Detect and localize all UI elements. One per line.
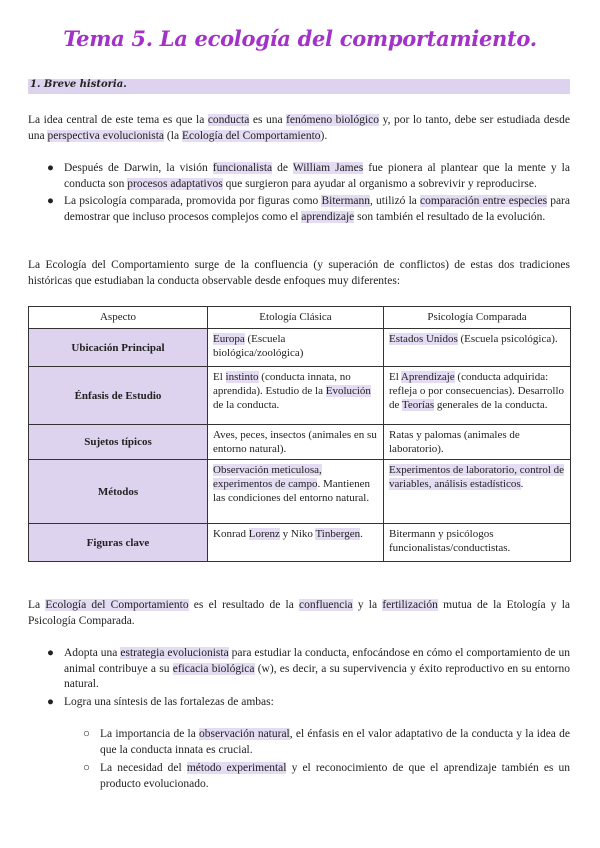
list-item: ● La psicología comparada, promovida por figuras como Bitermann, utilizó la comparación entre especies para demostrar que incluso procesos complejos como el aprendizaje son también el resultado de la evolución. bbox=[47, 195, 570, 223]
row-header: Énfasis de Estudio bbox=[29, 367, 208, 425]
table-cell: Bitermann y psicólogos funcionalistas/conductistas. bbox=[384, 524, 571, 562]
comparison-table bbox=[28, 306, 571, 562]
section-heading: 1. Breve historia. bbox=[30, 79, 127, 90]
table-header-row bbox=[29, 307, 571, 329]
list-item: ● Logra una síntesis de las fortalezas de ambas: bbox=[64, 695, 570, 711]
table-row bbox=[29, 425, 571, 460]
row-header: Sujetos típicos bbox=[29, 425, 208, 460]
circle-bullet-icon: ○ bbox=[83, 728, 90, 740]
table-row bbox=[29, 460, 571, 524]
page-title: Tema 5. La ecología del comportamiento. bbox=[63, 26, 537, 51]
bullet-icon: ● bbox=[47, 195, 54, 207]
table-header: Etología Clásica bbox=[208, 307, 384, 329]
row-header: Ubicación Principal bbox=[29, 329, 208, 367]
table-cell: Aves, peces, insectos (animales en su entorno natural). bbox=[208, 425, 384, 460]
table-cell: El instinto (conducta innata, no aprendida). Estudio de la Evolución de la conducta. bbox=[208, 367, 384, 425]
intro-paragraph: La idea central de este tema es que la conducta es una fenómeno biológico y, por lo tanto, debe ser estudiada desde una perspectiva evolucionista (la Ecología del Comportamiento). bbox=[28, 114, 570, 142]
row-header: Métodos bbox=[29, 460, 208, 524]
table-header: Psicología Comparada bbox=[384, 307, 571, 329]
section-header-bar bbox=[28, 79, 570, 94]
traditions-paragraph: La Ecología del Comportamiento surge de la confluencia (y superación de conflictos) de estas dos tradiciones históricas que estudiaban la conducta observable desde enfoques muy diferentes: bbox=[28, 259, 570, 287]
list-item: ○ La necesidad del método experimental y el reconocimiento de que el aprendizaje también es un producto evolucionado. bbox=[83, 762, 571, 790]
table-cell: Europa (Escuela biológica/zoológica) bbox=[208, 329, 384, 367]
table-cell: El Aprendizaje (conducta adquirida: refleja o por consecuencias). Desarrollo de Teorías generales de la conducta. bbox=[384, 367, 571, 425]
list-item: ● Adopta una estrategia evolucionista para estudiar la conducta, enfocándose en cómo el comportamiento de un animal contribuye a su eficacia biológica (w), es decir, a su supervivencia y éxito reproductivo en su entorno natural. bbox=[47, 647, 570, 690]
table-header: Aspecto bbox=[29, 307, 208, 329]
bullet-icon: ● bbox=[47, 162, 54, 174]
list-item: ● Después de Darwin, la visión funcionalista de William James fue pionera al plantear que la mente y la conducta son procesos adaptativos que surgieron para ayudar al organismo a sobrevivir y reproducirse. bbox=[47, 162, 570, 190]
list-item: ○ La importancia de la observación natural, el énfasis en el valor adaptativo de la conducta y la idea de que la conducta innata es crucial. bbox=[83, 728, 570, 756]
table-row bbox=[29, 329, 571, 367]
table-cell: Ratas y palomas (animales de laboratorio). bbox=[384, 425, 571, 460]
sub-bullet-list bbox=[83, 727, 571, 792]
table-cell: Konrad Lorenz y Niko Tinbergen. bbox=[208, 524, 384, 562]
circle-bullet-icon: ○ bbox=[83, 762, 90, 774]
bullet-icon: ● bbox=[47, 647, 54, 659]
row-header: Figuras clave bbox=[29, 524, 208, 562]
bullet-icon: ● bbox=[47, 695, 54, 708]
bullet-list-history bbox=[47, 161, 570, 225]
table-row bbox=[29, 367, 571, 425]
bullet-list-ecology bbox=[47, 646, 570, 710]
table-cell: Observación meticulosa, experimentos de campo. Mantienen las condiciones del entorno natural. bbox=[208, 460, 384, 524]
table-row bbox=[29, 524, 571, 562]
synthesis-paragraph: La Ecología del Comportamiento es el resultado de la confluencia y la fertilización mutua de la Etología y la Psicología Comparada. bbox=[28, 599, 570, 627]
table-cell: Experimentos de laboratorio, control de variables, análisis estadísticos. bbox=[384, 460, 571, 524]
table-cell: Estados Unidos (Escuela psicológica). bbox=[384, 329, 571, 367]
